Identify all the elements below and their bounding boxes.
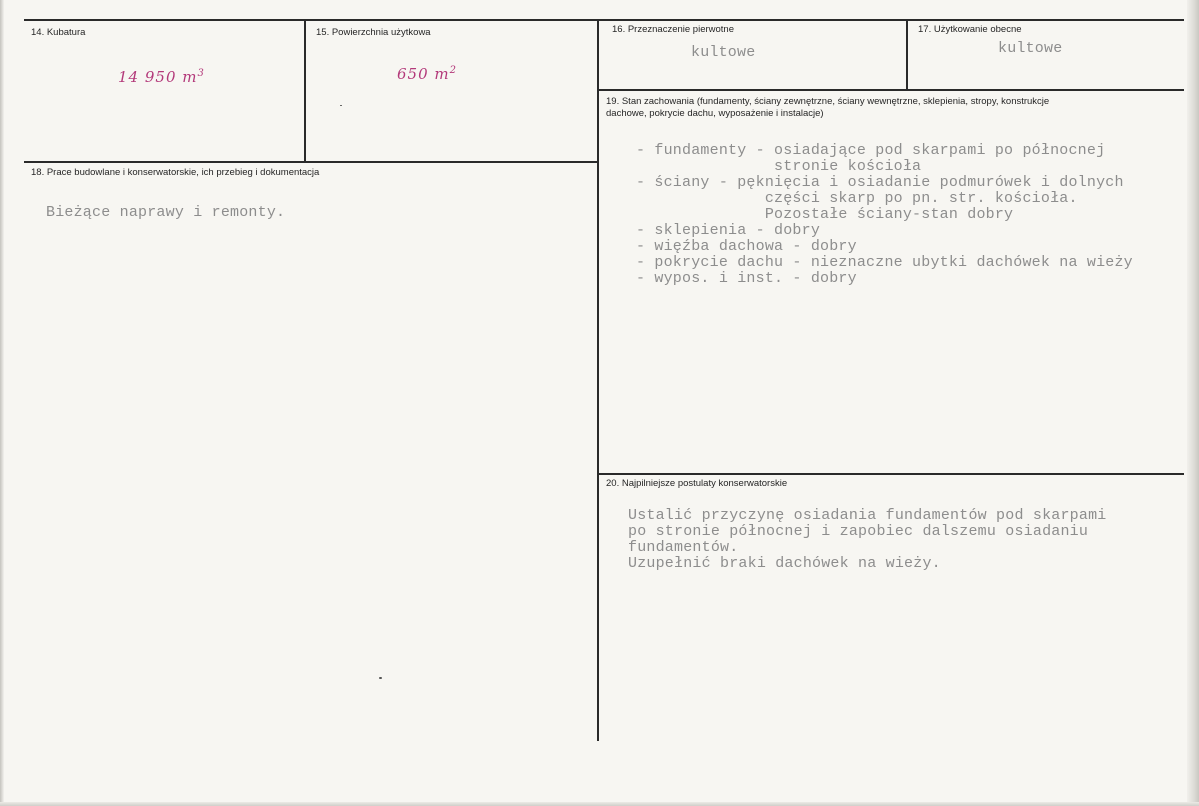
field-20-text bbox=[628, 508, 1106, 572]
divider-left-right bbox=[597, 21, 599, 741]
field-16-label: 16. Przeznaczenie pierwotne bbox=[612, 24, 734, 35]
field-19-line: - wypos. i inst. - dobry bbox=[636, 270, 857, 287]
ink-speck bbox=[379, 677, 382, 679]
field-17-label: 17. Użytkowanie obecne bbox=[918, 24, 1022, 35]
ink-speck bbox=[340, 105, 342, 106]
field-16-value: kultowe bbox=[691, 44, 756, 61]
field-19-line: - więźba dachowa - dobry bbox=[636, 238, 857, 255]
page-left-edge bbox=[0, 0, 4, 806]
field-14-number: 14 950 bbox=[118, 68, 177, 86]
field-19-line: - pokrycie dachu - nieznaczne ubytki dachówek na wieży bbox=[636, 254, 1133, 271]
field-19-text bbox=[636, 143, 1133, 287]
field-19-line: - fundamenty - osiadające pod skarpami po północnej bbox=[636, 142, 1106, 159]
field-15-unit: m bbox=[434, 65, 450, 83]
page-right-edge bbox=[1187, 0, 1199, 806]
field-15-number: 650 bbox=[397, 65, 429, 83]
field-19-line: Pozostałe ściany-stan dobry bbox=[636, 206, 1014, 223]
field-14-unit: m bbox=[182, 68, 198, 86]
rule-under-14-15 bbox=[24, 161, 598, 163]
field-19-line: - ściany - pęknięcia i osiadanie podmurówek i dolnych bbox=[636, 174, 1124, 191]
field-17-value: kultowe bbox=[998, 40, 1063, 57]
top-rule bbox=[24, 19, 1184, 21]
field-15-value bbox=[397, 65, 457, 83]
field-19-line: stronie kościoła bbox=[636, 158, 922, 175]
field-19-line: części skarp po pn. str. kościoła. bbox=[636, 190, 1078, 207]
field-14-label: 14. Kubatura bbox=[31, 27, 86, 38]
rule-under-16-17 bbox=[598, 89, 1184, 91]
field-14-value bbox=[118, 68, 205, 86]
field-20-line: fundamentów. bbox=[628, 539, 739, 556]
page-bottom-edge bbox=[0, 802, 1199, 806]
field-19-line: - sklepienia - dobry bbox=[636, 222, 821, 239]
field-15-label: 15. Powierzchnia użytkowa bbox=[316, 27, 431, 38]
field-20-label: 20. Najpilniejsze postulaty konserwatorskie bbox=[606, 478, 788, 489]
field-20-line: Uzupełnić braki dachówek na wieży. bbox=[628, 555, 941, 572]
field-18-label: 18. Prace budowlane i konserwatorskie, ich przebieg i dokumentacja bbox=[31, 167, 320, 178]
rule-under-19 bbox=[598, 473, 1184, 475]
field-20-line: po stronie północnej i zapobiec dalszemu osiadaniu bbox=[628, 523, 1089, 540]
divider-14-15 bbox=[304, 21, 306, 161]
field-18-value: Bieżące naprawy i remonty. bbox=[46, 204, 286, 221]
field-19-label: 19. Stan zachowania (fundamenty, ściany zewnętrzne, ściany wewnętrzne, sklepienia, stropy, konstrukcje dachowe, pokrycie dachu, wyposażenie i instalacje) bbox=[606, 96, 1050, 119]
divider-16-17 bbox=[906, 21, 908, 90]
field-14-unit-exponent: 3 bbox=[197, 68, 205, 79]
field-15-unit-exponent: 2 bbox=[449, 65, 458, 76]
field-20-line: Ustalić przyczynę osiadania fundamentów pod skarpami bbox=[628, 507, 1107, 524]
